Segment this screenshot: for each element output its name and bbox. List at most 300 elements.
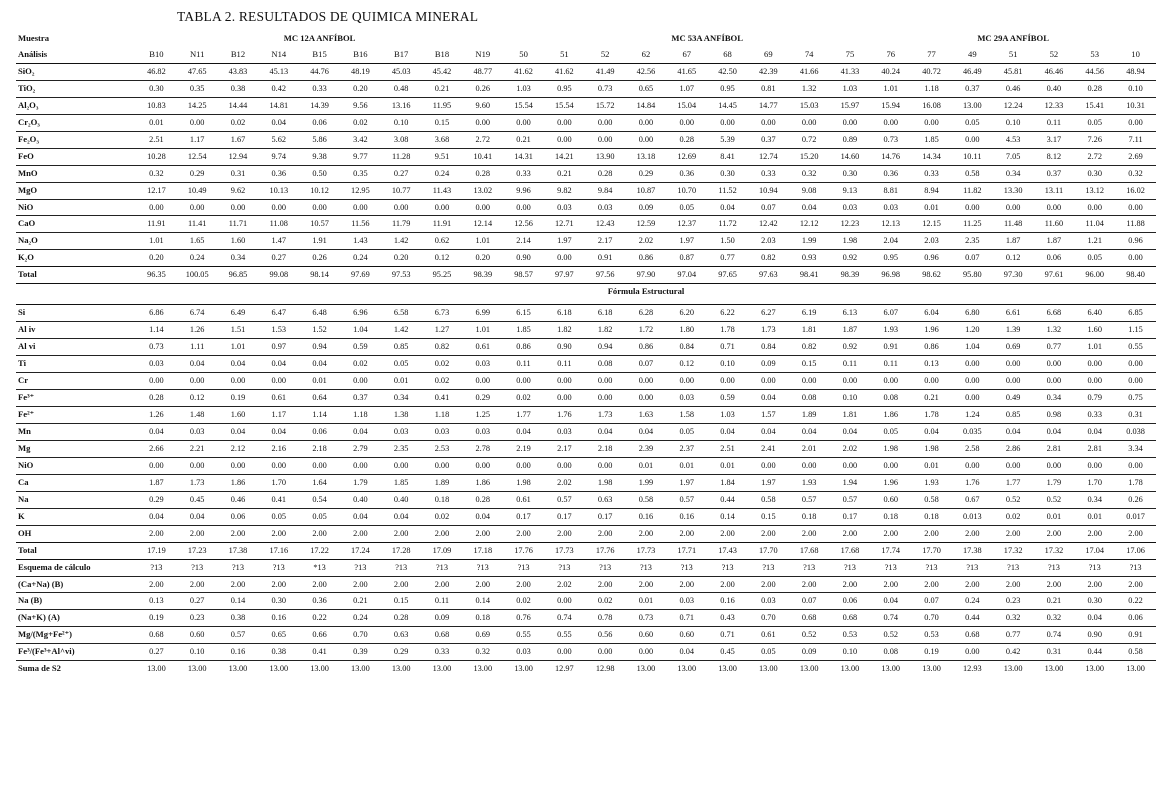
row-label: SiO₂ — [18, 65, 35, 76]
cell-value: 0.12 — [993, 250, 1034, 267]
cell-value: 0.00 — [789, 114, 830, 131]
cell-value: 13.90 — [585, 148, 626, 165]
cell-value: 2.00 — [993, 525, 1034, 542]
cell-value: 11.88 — [1115, 216, 1156, 233]
cell-value: 0.27 — [177, 593, 218, 610]
cell-value: 17.09 — [422, 542, 463, 559]
cell-value: 10.94 — [748, 182, 789, 199]
cell-value: 0.20 — [340, 80, 381, 97]
cell-value: 10.57 — [299, 216, 340, 233]
cell-value: 0.38 — [258, 644, 299, 661]
row-label: (Na+K) (A) — [16, 610, 136, 627]
cell-value: 0.41 — [299, 644, 340, 661]
cell-value: 1.85 — [381, 474, 422, 491]
cell-value: 1.64 — [299, 474, 340, 491]
cell-value: 0.95 — [544, 80, 585, 97]
cell-value: 9.38 — [299, 148, 340, 165]
cell-value: 0.32 — [462, 644, 503, 661]
cell-value: 97.90 — [626, 267, 667, 284]
cell-value: 6.61 — [993, 305, 1034, 322]
cell-value: 2.17 — [544, 440, 585, 457]
cell-value: 0.06 — [1115, 610, 1156, 627]
cell-value: 0.54 — [299, 491, 340, 508]
cell-value: 44.56 — [1085, 66, 1105, 76]
cell-value: 0.28 — [462, 165, 503, 182]
cell-value: 0.04 — [707, 199, 748, 216]
row-label: Esquema de cálculo — [16, 559, 136, 576]
cell-value: ?13 — [381, 559, 422, 576]
cell-value: 0.73 — [585, 80, 626, 97]
cell-value: 0.16 — [258, 610, 299, 627]
cell-value: 0.85 — [993, 406, 1034, 423]
cell-value: 98.14 — [299, 267, 340, 284]
cell-value: 1.48 — [177, 406, 218, 423]
cell-value: 0.07 — [626, 356, 667, 373]
analysis-id: 53 — [1074, 47, 1115, 63]
cell-value: 0.02 — [503, 593, 544, 610]
cell-value: 17.32 — [1034, 542, 1075, 559]
cell-value: 1.97 — [748, 474, 789, 491]
cell-value: 0.33 — [422, 644, 463, 661]
cell-value: 2.39 — [626, 440, 667, 457]
cell-value: 2.00 — [218, 525, 259, 542]
cell-value: 0.06 — [299, 423, 340, 440]
cell-value: 0.73 — [136, 339, 177, 356]
cell-value: 97.97 — [544, 267, 585, 284]
cell-value: 3.08 — [381, 131, 422, 148]
cell-value: 2.02 — [544, 576, 585, 593]
cell-value: 0.00 — [258, 373, 299, 390]
cell-value: 0.00 — [503, 114, 544, 131]
cell-value: 1.78 — [911, 406, 952, 423]
cell-value: 13.30 — [993, 182, 1034, 199]
cell-value: 9.56 — [340, 97, 381, 114]
cell-value: 1.98 — [830, 233, 871, 250]
cell-value: 0.21 — [544, 165, 585, 182]
cell-value: 1.03 — [503, 80, 544, 97]
cell-value: 0.02 — [585, 593, 626, 610]
cell-value: 47.65 — [187, 66, 207, 76]
cell-value: 13.00 — [177, 661, 218, 677]
cell-value: 14.81 — [258, 97, 299, 114]
cell-value: 0.52 — [870, 627, 911, 644]
cell-value: 0.00 — [952, 644, 993, 661]
cell-value: 0.30 — [258, 593, 299, 610]
cell-value: 0.71 — [666, 610, 707, 627]
table-row — [16, 474, 1156, 491]
cell-value: 0.73 — [626, 610, 667, 627]
cell-value: 0.72 — [789, 131, 830, 148]
formula-title: Fórmula Estructural — [136, 284, 1156, 300]
cell-value: 2.00 — [626, 525, 667, 542]
cell-value: 1.96 — [911, 322, 952, 339]
table-title: TABLA 2. RESULTADOS DE QUIMICA MINERAL — [177, 9, 479, 24]
cell-value: 0.57 — [218, 627, 259, 644]
cell-value: 0.00 — [952, 199, 993, 216]
cell-value: 0.02 — [993, 508, 1034, 525]
table-row — [16, 339, 1156, 356]
cell-value: 0.42 — [258, 80, 299, 97]
cell-value: 0.21 — [422, 80, 463, 97]
cell-value: 6.20 — [666, 305, 707, 322]
cell-value: 0.53 — [830, 627, 871, 644]
analysis-row — [16, 47, 1156, 63]
cell-value: 13.00 — [218, 661, 259, 677]
cell-value: 2.18 — [585, 440, 626, 457]
cell-value: 0.67 — [952, 491, 993, 508]
cell-value: 97.53 — [381, 267, 422, 284]
cell-value: 2.00 — [952, 525, 993, 542]
cell-value: 2.19 — [503, 440, 544, 457]
cell-value: 0.00 — [544, 250, 585, 267]
cell-value: 0.44 — [1074, 644, 1115, 661]
cell-value: 14.76 — [870, 148, 911, 165]
cell-value: 0.01 — [381, 373, 422, 390]
analysis-id: 67 — [666, 47, 707, 63]
cell-value: 10.28 — [136, 148, 177, 165]
cell-value: 0.65 — [258, 627, 299, 644]
cell-value: 0.58 — [1115, 644, 1156, 661]
cell-value: 97.61 — [1034, 267, 1075, 284]
cell-value: 0.77 — [707, 250, 748, 267]
cell-value: 0.55 — [503, 627, 544, 644]
cell-value: 1.86 — [462, 474, 503, 491]
table-row — [16, 423, 1156, 440]
table-row — [16, 593, 1156, 610]
cell-value: 0.04 — [462, 508, 503, 525]
cell-value: 13.00 — [1115, 661, 1156, 677]
cell-value: 12.13 — [870, 216, 911, 233]
analysis-id: 77 — [911, 47, 952, 63]
row-label: Al iv — [16, 322, 136, 339]
cell-value: 1.98 — [870, 440, 911, 457]
row-label: Al vi — [16, 339, 136, 356]
cell-value: 6.18 — [544, 305, 585, 322]
cell-value: 1.32 — [789, 80, 830, 97]
cell-value: 2.00 — [218, 576, 259, 593]
cell-value: 1.51 — [218, 322, 259, 339]
cell-value: 0.95 — [707, 80, 748, 97]
row-label: NiO — [16, 457, 136, 474]
cell-value: 5.86 — [299, 131, 340, 148]
cell-value: 0.00 — [1115, 457, 1156, 474]
cell-value: 0.03 — [830, 199, 871, 216]
cell-value: 13.00 — [258, 661, 299, 677]
cell-value: 0.42 — [993, 644, 1034, 661]
cell-value: 1.21 — [1074, 233, 1115, 250]
cell-value: 1.96 — [870, 474, 911, 491]
cell-value: 40.72 — [922, 66, 941, 76]
cell-value: 13.00 — [748, 661, 789, 677]
cell-value: 14.34 — [911, 148, 952, 165]
cell-value: 0.29 — [177, 165, 218, 182]
cell-value: 0.00 — [1074, 373, 1115, 390]
cell-value: 7.11 — [1115, 131, 1156, 148]
cell-value: 0.63 — [585, 491, 626, 508]
row-label: NiO — [16, 199, 136, 216]
cell-value: 0.04 — [381, 508, 422, 525]
cell-value: 0.21 — [340, 593, 381, 610]
cell-value: 0.03 — [870, 199, 911, 216]
cell-value: 0.01 — [626, 457, 667, 474]
cell-value: 0.36 — [258, 165, 299, 182]
cell-value: 0.57 — [544, 491, 585, 508]
analysis-id: 51 — [544, 47, 585, 63]
cell-value: 1.60 — [218, 233, 259, 250]
cell-value: 1.50 — [707, 233, 748, 250]
cell-value: 45.42 — [432, 66, 452, 76]
cell-value: 2.35 — [381, 440, 422, 457]
cell-value: 13.00 — [381, 661, 422, 677]
cell-value: 0.57 — [789, 491, 830, 508]
cell-value: 0.61 — [258, 390, 299, 407]
cell-value: 0.82 — [422, 339, 463, 356]
cell-value: 2.00 — [503, 576, 544, 593]
table-row — [16, 508, 1156, 525]
cell-value: 0.04 — [218, 423, 259, 440]
cell-value: 0.20 — [462, 250, 503, 267]
cell-value: 0.87 — [666, 250, 707, 267]
cell-value: 12.93 — [952, 661, 993, 677]
cell-value: 0.00 — [585, 131, 626, 148]
table-row — [16, 131, 1156, 148]
cell-value: 5.62 — [258, 131, 299, 148]
cell-value: 0.86 — [503, 339, 544, 356]
cell-value: 2.01 — [789, 440, 830, 457]
cell-value: 17.04 — [1074, 542, 1115, 559]
cell-value: 0.48 — [381, 80, 422, 97]
cell-value: 9.82 — [544, 182, 585, 199]
cell-value: 1.60 — [1074, 322, 1115, 339]
cell-value: 0.00 — [952, 457, 993, 474]
cell-value: 0.15 — [422, 114, 463, 131]
cell-value: 0.00 — [422, 457, 463, 474]
cell-value: 0.00 — [585, 644, 626, 661]
cell-value: 0.03 — [666, 593, 707, 610]
analisis-label: Análisis — [16, 47, 136, 63]
cell-value: 0.02 — [218, 114, 259, 131]
cell-value: 0.46 — [218, 491, 259, 508]
cell-value: 0.18 — [422, 491, 463, 508]
row-label: Fe³/(Fe³+Al^vi) — [16, 644, 136, 661]
cell-value: 2.02 — [544, 474, 585, 491]
cell-value: 0.00 — [136, 373, 177, 390]
row-label: OH — [16, 525, 136, 542]
cell-value: 48.19 — [351, 66, 370, 76]
cell-value: 11.91 — [422, 216, 463, 233]
cell-value: 0.11 — [422, 593, 463, 610]
cell-value: 6.80 — [952, 305, 993, 322]
cell-value: 0.04 — [340, 423, 381, 440]
cell-value: 0.33 — [1074, 406, 1115, 423]
cell-value: 0.55 — [544, 627, 585, 644]
cell-value: 8.41 — [707, 148, 748, 165]
cell-value: 0.00 — [626, 114, 667, 131]
cell-value: 0.04 — [299, 356, 340, 373]
cell-value: 0.00 — [666, 373, 707, 390]
cell-value: 3.42 — [340, 131, 381, 148]
cell-value: 0.96 — [1115, 233, 1156, 250]
analysis-id: 74 — [789, 47, 830, 63]
cell-value: 13.00 — [462, 661, 503, 677]
row-label: Mg/(Mg+Fe²⁺) — [16, 627, 136, 644]
cell-value: 1.73 — [585, 406, 626, 423]
cell-value: 0.038 — [1115, 423, 1156, 440]
analysis-id: 52 — [585, 47, 626, 63]
cell-value: 6.99 — [462, 305, 503, 322]
cell-value: 1.17 — [258, 406, 299, 423]
cell-value: 0.10 — [177, 644, 218, 661]
cell-value: 0.04 — [258, 356, 299, 373]
cell-value: 2.00 — [993, 576, 1034, 593]
cell-value: 0.33 — [911, 165, 952, 182]
cell-value: 11.79 — [381, 216, 422, 233]
cell-value: 0.07 — [789, 593, 830, 610]
cell-value: 1.24 — [952, 406, 993, 423]
cell-value: 13.00 — [911, 661, 952, 677]
cell-value: 1.01 — [462, 233, 503, 250]
cell-value: 0.00 — [626, 644, 667, 661]
cell-value: 0.00 — [911, 373, 952, 390]
cell-value: 15.41 — [1074, 97, 1115, 114]
cell-value: 2.00 — [870, 525, 911, 542]
cell-value: 12.97 — [544, 661, 585, 677]
cell-value: 0.34 — [381, 390, 422, 407]
cell-value: 0.11 — [503, 356, 544, 373]
cell-value: 0.06 — [218, 508, 259, 525]
cell-value: 1.84 — [707, 474, 748, 491]
cell-value: 0.03 — [462, 423, 503, 440]
cell-value: 4.53 — [993, 131, 1034, 148]
cell-value: 0.71 — [707, 339, 748, 356]
table-row — [16, 322, 1156, 339]
cell-value: 2.00 — [1034, 525, 1075, 542]
cell-value: 0.29 — [136, 491, 177, 508]
cell-value: 0.46 — [993, 80, 1034, 97]
cell-value: 0.00 — [544, 644, 585, 661]
cell-value: 2.00 — [748, 576, 789, 593]
cell-value: 0.03 — [177, 423, 218, 440]
table-row — [16, 250, 1156, 267]
cell-value: ?13 — [626, 559, 667, 576]
cell-value: 0.00 — [585, 390, 626, 407]
cell-value: 0.33 — [748, 165, 789, 182]
cell-value: 0.60 — [870, 491, 911, 508]
table-row — [16, 661, 1156, 677]
cell-value: 1.01 — [136, 233, 177, 250]
cell-value: 7.05 — [993, 148, 1034, 165]
cell-value: 2.00 — [1115, 525, 1156, 542]
cell-value: 0.30 — [1074, 593, 1115, 610]
cell-value: 0.77 — [993, 627, 1034, 644]
cell-value: 0.00 — [952, 356, 993, 373]
cell-value: 1.42 — [381, 322, 422, 339]
cell-value: 15.72 — [585, 97, 626, 114]
row-label: Fe²⁺ — [16, 406, 136, 423]
cell-value: 0.32 — [789, 165, 830, 182]
cell-value: 0.70 — [748, 610, 789, 627]
row-label: TiO₂ — [16, 80, 136, 97]
table-row — [16, 627, 1156, 644]
cell-value: 6.28 — [626, 305, 667, 322]
table-row — [16, 525, 1156, 542]
cell-value: 12.23 — [830, 216, 871, 233]
cell-value: 0.33 — [503, 165, 544, 182]
cell-value: 0.90 — [544, 339, 585, 356]
cell-value: 13.00 — [830, 661, 871, 677]
cell-value: 15.94 — [870, 97, 911, 114]
cell-value: 0.17 — [830, 508, 871, 525]
cell-value: ?13 — [911, 559, 952, 576]
cell-value: 1.85 — [503, 322, 544, 339]
cell-value: 17.43 — [707, 542, 748, 559]
cell-value: 2.00 — [1074, 576, 1115, 593]
row-label: Fe³⁺ — [16, 390, 136, 407]
analysis-id: 69 — [748, 47, 789, 63]
cell-value: 6.58 — [381, 305, 422, 322]
cell-value: 0.39 — [340, 644, 381, 661]
cell-value: 46.82 — [147, 66, 166, 76]
cell-value: ?13 — [1115, 559, 1156, 576]
cell-value: 0.01 — [626, 593, 667, 610]
cell-value: 0.28 — [462, 491, 503, 508]
cell-value: 0.01 — [1074, 508, 1115, 525]
cell-value: 2.00 — [462, 576, 503, 593]
cell-value: 0.04 — [177, 356, 218, 373]
cell-value: 0.04 — [177, 508, 218, 525]
cell-value: 0.86 — [626, 339, 667, 356]
cell-value: 0.35 — [340, 165, 381, 182]
cell-value: 11.52 — [707, 182, 748, 199]
row-label: Cr — [16, 373, 136, 390]
cell-value: 0.37 — [748, 131, 789, 148]
cell-value: 0.12 — [422, 250, 463, 267]
cell-value: 0.00 — [177, 373, 218, 390]
cell-value: ?13 — [993, 559, 1034, 576]
cell-value: 17.38 — [952, 542, 993, 559]
cell-value: 0.40 — [1034, 80, 1075, 97]
cell-value: 0.34 — [1074, 491, 1115, 508]
cell-value: 10.49 — [177, 182, 218, 199]
cell-value: 0.16 — [218, 644, 259, 661]
cell-value: 13.11 — [1034, 182, 1075, 199]
cell-value: 0.00 — [258, 457, 299, 474]
cell-value: 17.32 — [993, 542, 1034, 559]
cell-value: 2.03 — [748, 233, 789, 250]
cell-value: 41.33 — [840, 66, 860, 76]
cell-value: 5.39 — [707, 131, 748, 148]
cell-value: 2.58 — [952, 440, 993, 457]
cell-value: 0.24 — [340, 250, 381, 267]
cell-value: 1.17 — [177, 131, 218, 148]
cell-value: 0.28 — [666, 131, 707, 148]
cell-value: 96.98 — [870, 267, 911, 284]
cell-value: 1.97 — [666, 233, 707, 250]
cell-value: 0.00 — [462, 199, 503, 216]
cell-value: 2.00 — [911, 525, 952, 542]
cell-value: 0.02 — [503, 390, 544, 407]
cell-value: 0.22 — [299, 610, 340, 627]
cell-value: 0.61 — [748, 627, 789, 644]
cell-value: 0.64 — [299, 390, 340, 407]
cell-value: 0.13 — [136, 593, 177, 610]
cell-value: 0.00 — [626, 373, 667, 390]
cell-value: 0.24 — [340, 610, 381, 627]
cell-value: 0.55 — [1115, 339, 1156, 356]
table-row — [16, 390, 1156, 407]
cell-value: 10.70 — [666, 182, 707, 199]
cell-value: 43.83 — [228, 66, 248, 76]
